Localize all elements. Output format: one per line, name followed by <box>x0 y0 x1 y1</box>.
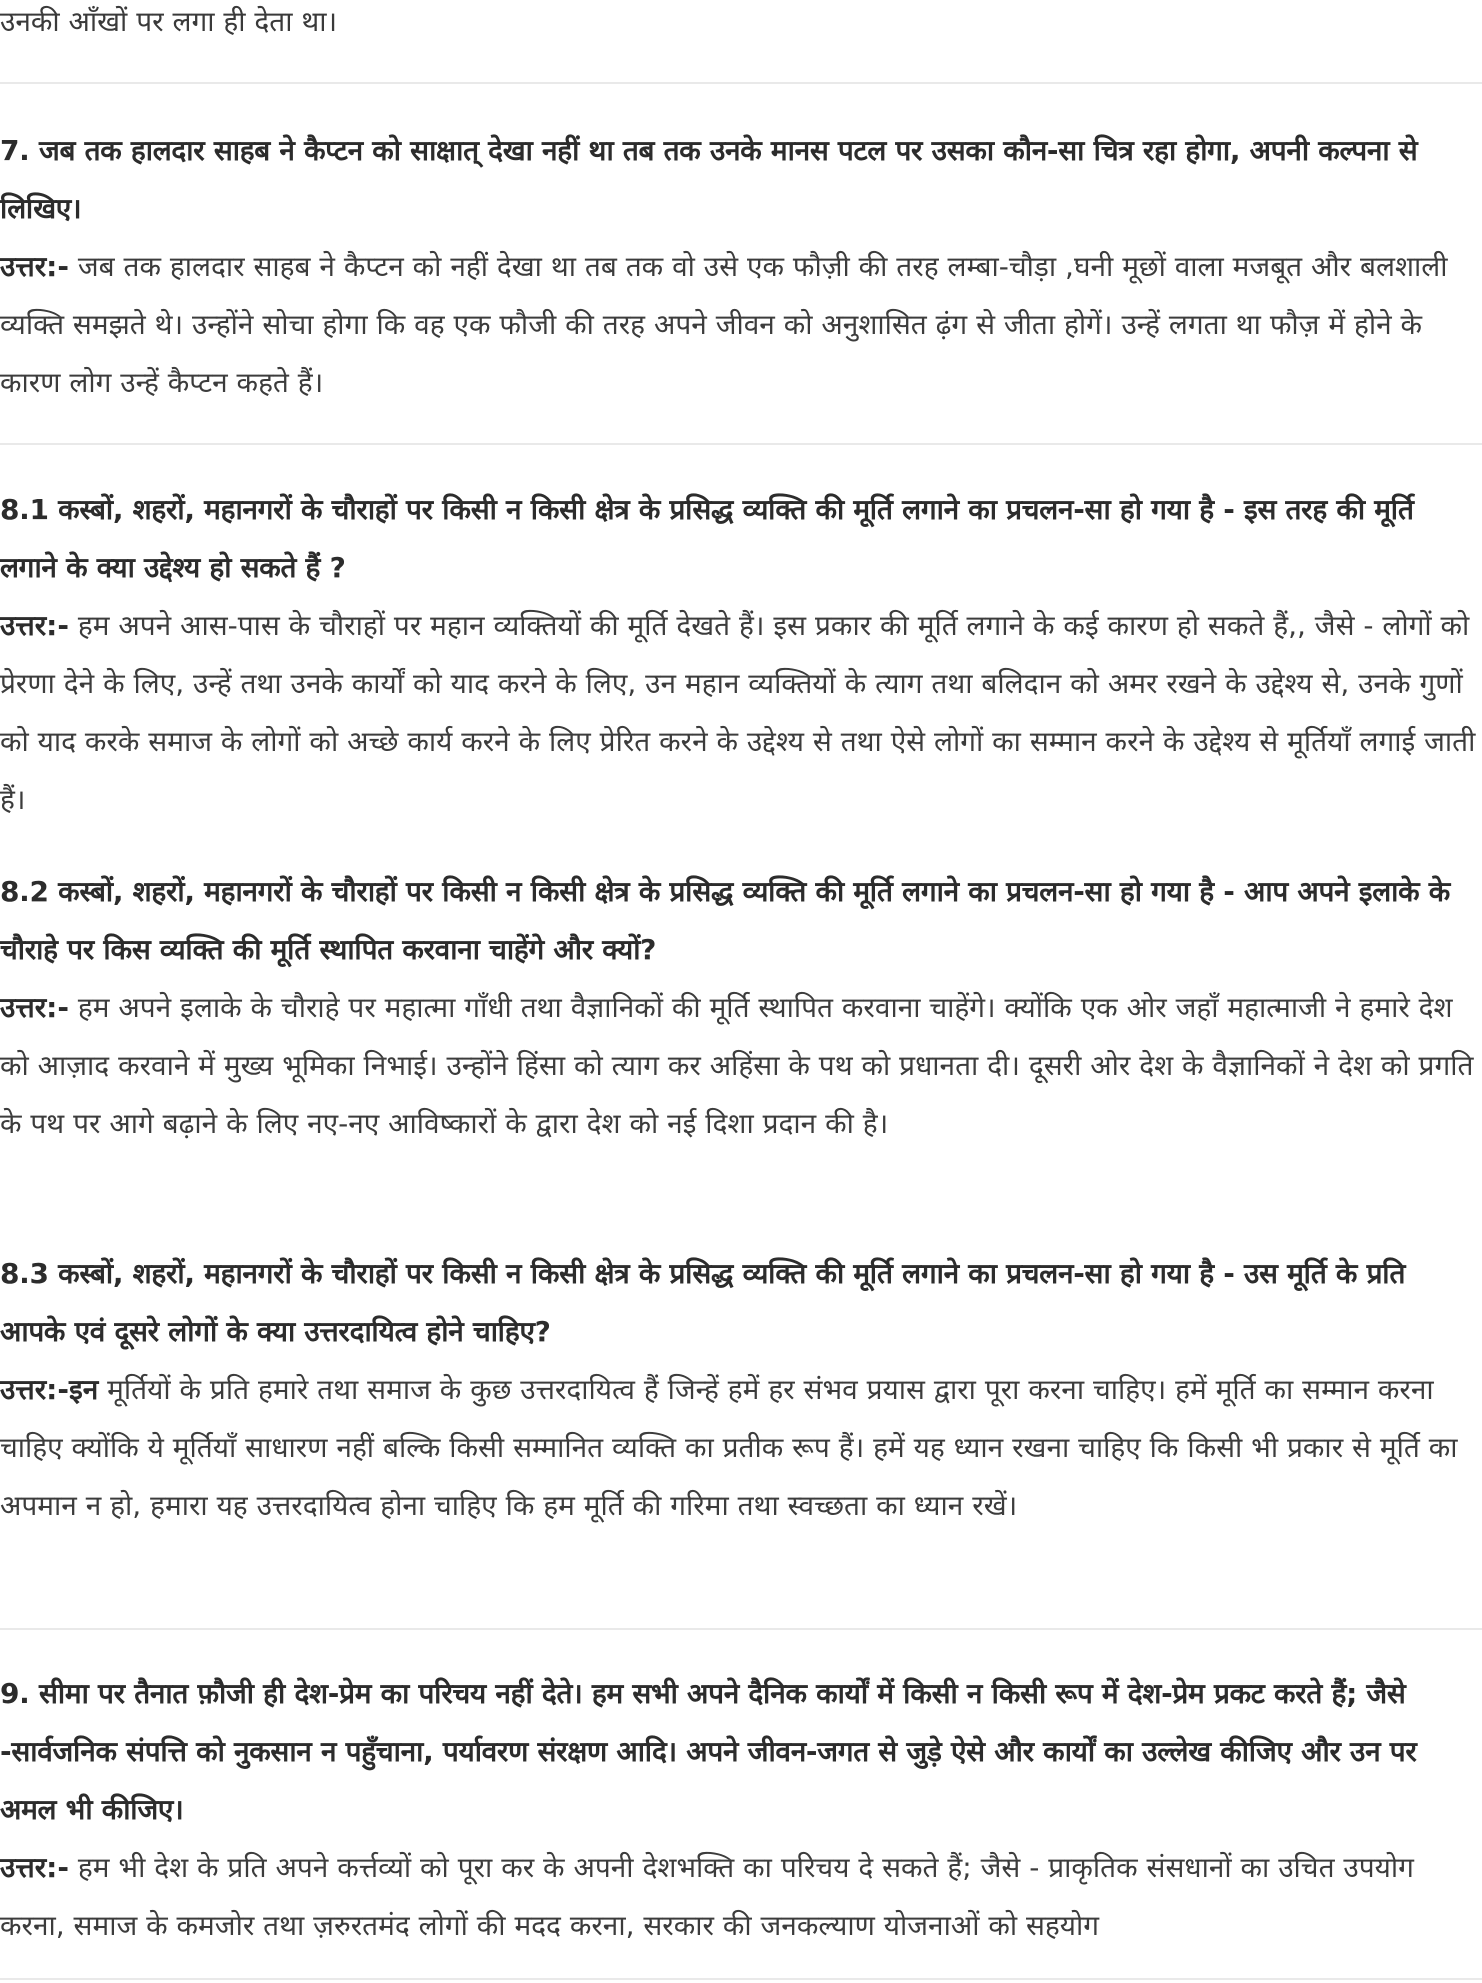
qa-block-7 <box>0 122 1478 412</box>
section-divider <box>0 1628 1482 1630</box>
answer-label: उत्तर:-इन <box>0 1373 99 1406</box>
answer-text: जब तक हालदार साहब ने कैप्टन को नहीं देखा था तब तक वो उसे एक फौज़ी की तरह लम्बा-चौड़ा ,घनी मूछों वाला मजबूत और बलशाली व्यक्ति समझते थे। उन्होंने सोचा होगा कि वह एक फौजी की तरह अपने जीवन को अनुशासित ढ़ंग से जीता होगें। उन्हें लगता था फौज़ में होने के कारण लोग उन्हें कैप्टन कहते हैं। <box>0 250 1448 399</box>
answer-label: उत्तर:- <box>0 1851 69 1884</box>
answer-label: उत्तर:- <box>0 250 69 283</box>
qa-block-9 <box>0 1665 1478 1955</box>
answer-7 <box>0 238 1478 412</box>
answer-8-3 <box>0 1361 1478 1535</box>
answer-text: हम अपने आस-पास के चौराहों पर महान व्यक्तियों की मूर्ति देखते हैं। इस प्रकार की मूर्ति लगाने के कई कारण हो सकते हैं,, जैसे - लोगों को प्रेरणा देने के लिए, उन्हें तथा उनके कार्यों को याद करने के लिए, उन महान व्यक्तियों के त्याग तथा बलिदान को अमर रखने के उद्देश्य से, उनके गुणों को याद करके समाज के लोगों को अच्छे कार्य करने के लिए प्रेरित करने के उद्देश्य से तथा ऐसे लोगों का सम्मान करने के उद्देश्य से मूर्तियाँ लगाई जाती हैं। <box>0 609 1476 816</box>
answer-label: उत्तर:- <box>0 609 69 642</box>
section-divider <box>0 82 1482 84</box>
answer-text: हम भी देश के प्रति अपने कर्त्तव्यों को पूरा कर के अपनी देशभक्ति का परिचय दे सकते हैं; जैसे - प्राकृतिक संसधानों का उचित उपयोग करना, समाज के कमजोर तथा ज़रुरतमंद लोगों की मदद करना, सरकार की जनकल्याण योजनाओं को सहयोग <box>0 1851 1414 1942</box>
question-8-1: 8.1 कस्बों, शहरों, महानगरों के चौराहों पर किसी न किसी क्षेत्र के प्रसिद्ध व्यक्ति की मूर्ति लगाने का प्रचलन-सा हो गया है - इस तरह की मूर्ति लगाने के क्या उद्देश्य हो सकते हैं ? <box>0 493 1414 584</box>
answer-text: मूर्तियों के प्रति हमारे तथा समाज के कुछ उत्तरदायित्व हैं जिन्हें हमें हर संभव प्रयास द्वारा पूरा करना चाहिए। हमें मूर्ति का सम्मान करना चाहिए क्योंकि ये मूर्तियाँ साधारण नहीं बल्कि किसी सम्मानित व्यक्ति का प्रतीक रूप हैं। हमें यह ध्यान रखना चाहिए कि किसी भी प्रकार से मूर्ति का अपमान न हो, हमारा यह उत्तरदायित्व होना चाहिए कि हम मूर्ति की गरिमा तथा स्वच्छता का ध्यान रखें। <box>0 1373 1458 1522</box>
qa-block-8-3 <box>0 1245 1478 1535</box>
answer-8-1 <box>0 597 1478 829</box>
qa-block-8-2 <box>0 863 1478 1153</box>
answer-8-2 <box>0 979 1478 1153</box>
qa-block-8-1 <box>0 481 1478 829</box>
answer-text: हम अपने इलाके के चौराहे पर महात्मा गाँधी तथा वैज्ञानिकों की मूर्ति स्थापित करवाना चाहेंगे। क्योंकि एक ओर जहाँ महात्माजी ने हमारे देश को आज़ाद करवाने में मुख्य भूमिका निभाई। उन्होंने हिंसा को त्याग कर अहिंसा के पथ को प्रधानता दी। दूसरी ओर देश के वैज्ञानिकों ने देश को प्रगति के पथ पर आगे बढ़ाने के लिए नए-नए आविष्कारों के द्वारा देश को नई दिशा प्रदान की है। <box>0 991 1474 1140</box>
question-8-2: 8.2 कस्बों, शहरों, महानगरों के चौराहों पर किसी न किसी क्षेत्र के प्रसिद्ध व्यक्ति की मूर्ति लगाने का प्रचलन-सा हो गया है - आप अपने इलाके के चौराहे पर किस व्यक्ति की मूर्ति स्थापित करवाना चाहेंगे और क्यों? <box>0 875 1450 966</box>
question-8-3: 8.3 कस्बों, शहरों, महानगरों के चौराहों पर किसी न किसी क्षेत्र के प्रसिद्ध व्यक्ति की मूर्ति लगाने का प्रचलन-सा हो गया है - उस मूर्ति के प्रति आपके एवं दूसरे लोगों के क्या उत्तरदायित्व होने चाहिए? <box>0 1257 1406 1348</box>
answer-9 <box>0 1839 1478 1955</box>
intro-text-line: उनकी आँखों पर लगा ही देता था। <box>0 5 338 38</box>
answer-label: उत्तर:- <box>0 991 69 1024</box>
section-divider <box>0 443 1482 445</box>
section-divider <box>0 1978 1482 1980</box>
question-9: 9. सीमा पर तैनात फ़ौजी ही देश-प्रेम का परिचय नहीं देते। हम सभी अपने दैनिक कार्यों में किसी न किसी रूप में देश-प्रेम प्रकट करते हैं; जैसे -सार्वजनिक संपत्ति को नुकसान न पहुँचाना, पर्यावरण संरक्षण आदि। अपने जीवन-जगत से जुड़े ऐसे और कार्यों का उल्लेख कीजिए और उन पर अमल भी कीजिए। <box>0 1677 1417 1826</box>
question-7: 7. जब तक हालदार साहब ने कैप्टन को साक्षात् देखा नहीं था तब तक उनके मानस पटल पर उसका कौन-सा चित्र रहा होगा, अपनी कल्पना से लिखिए। <box>0 134 1418 225</box>
